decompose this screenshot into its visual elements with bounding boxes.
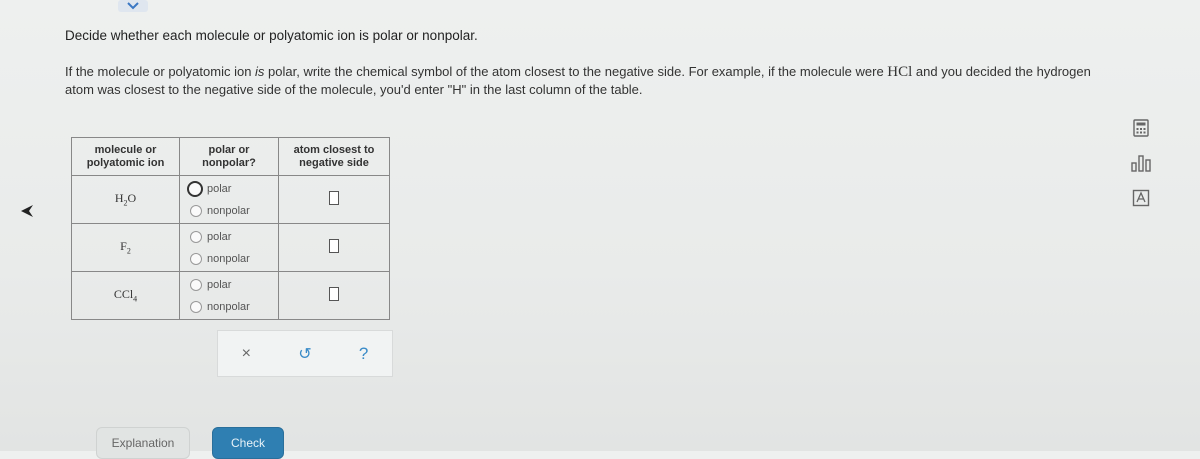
help-icon[interactable]: ? bbox=[358, 343, 369, 363]
polar-option[interactable]: polar bbox=[180, 178, 278, 200]
check-button[interactable]: Check bbox=[212, 427, 284, 459]
answer-cell bbox=[279, 176, 390, 224]
instructions-text: If the molecule or polyatomic ion is polar, write the chemical symbol of the atom closest to the negative side. For example, if the molecule were HCl and you decided the hydrogen atom was closest to the negative side of the molecule, you'd enter "H" in the last column of the table. bbox=[65, 64, 1091, 97]
molecule-cell: $H_2O$ bbox=[72, 176, 180, 224]
clear-icon[interactable]: × bbox=[241, 344, 251, 362]
nonpolar-option[interactable]: nonpolar bbox=[180, 200, 278, 222]
header-polarity: polar or nonpolar? bbox=[180, 138, 279, 176]
answer-input[interactable] bbox=[329, 191, 339, 205]
molecule-cell: CCl$_4$ bbox=[72, 272, 180, 320]
calculator-icon[interactable] bbox=[1131, 118, 1151, 138]
answer-input[interactable] bbox=[329, 239, 339, 253]
radio-button[interactable] bbox=[190, 301, 202, 313]
header-molecule: molecule or polyatomic ion bbox=[72, 138, 180, 176]
undo-icon[interactable]: ↺ bbox=[298, 345, 312, 363]
chevron-down-icon[interactable] bbox=[118, 0, 148, 12]
radio-button[interactable] bbox=[190, 253, 202, 265]
nonpolar-option[interactable]: nonpolar bbox=[180, 296, 278, 318]
radio-button[interactable] bbox=[190, 279, 202, 291]
radio-button[interactable] bbox=[190, 231, 202, 243]
table-row bbox=[72, 272, 390, 320]
polarity-cell bbox=[180, 224, 279, 272]
question-text: Decide whether each molecule or polyatomic ion is polar or nonpolar. bbox=[65, 28, 478, 43]
polar-option[interactable]: polar bbox=[180, 226, 278, 248]
answer-cell bbox=[279, 272, 390, 320]
answer-input[interactable] bbox=[329, 287, 339, 301]
side-toolbar bbox=[1131, 118, 1153, 223]
answer-cell bbox=[279, 224, 390, 272]
explanation-button[interactable]: Explanation bbox=[96, 427, 190, 459]
polarity-cell bbox=[180, 176, 279, 224]
radio-button[interactable] bbox=[190, 205, 202, 217]
periodic-table-icon[interactable] bbox=[1131, 188, 1151, 208]
polarity-cell bbox=[180, 272, 279, 320]
chart-icon[interactable] bbox=[1131, 153, 1151, 173]
example-formula: HCl bbox=[887, 64, 913, 80]
answer-tools bbox=[217, 330, 393, 377]
header-negative-atom: atom closest to negative side bbox=[279, 138, 390, 176]
polar-option[interactable]: polar bbox=[180, 274, 278, 296]
nonpolar-option[interactable]: nonpolar bbox=[180, 248, 278, 270]
cursor-icon bbox=[20, 204, 34, 218]
table-row bbox=[72, 176, 390, 224]
molecule-cell: $F_2$ bbox=[72, 224, 180, 272]
radio-button[interactable] bbox=[187, 181, 203, 197]
polarity-table bbox=[71, 137, 390, 320]
table-row bbox=[72, 224, 390, 272]
